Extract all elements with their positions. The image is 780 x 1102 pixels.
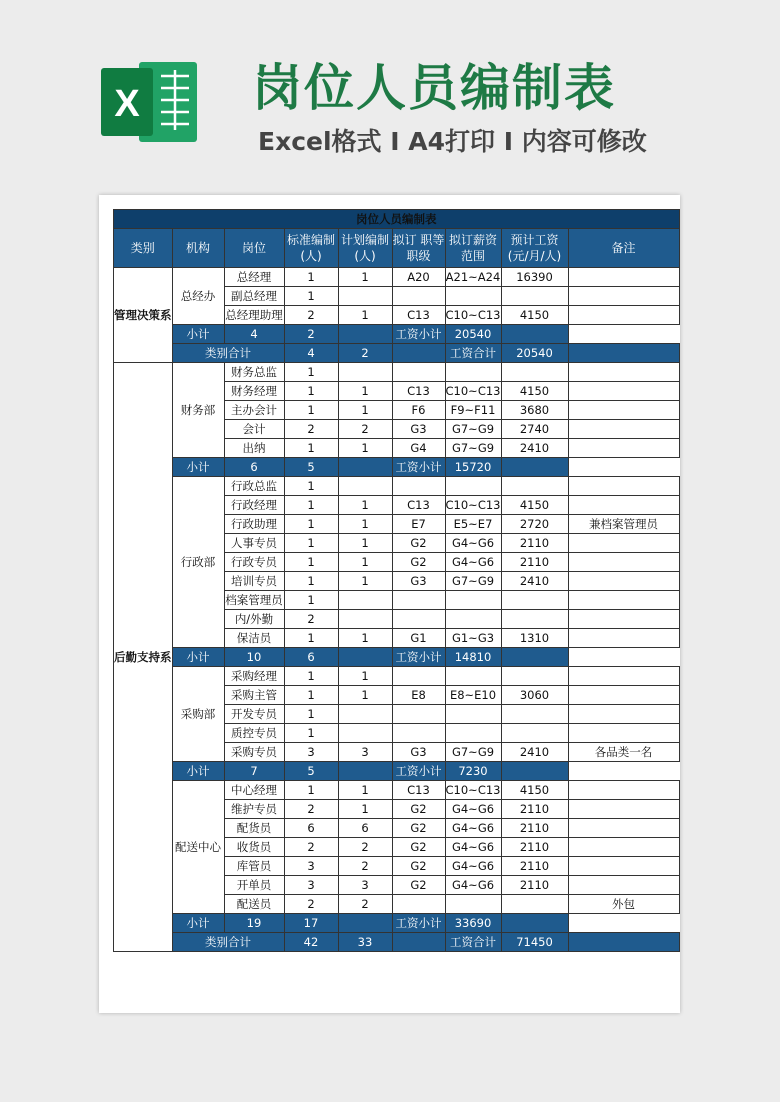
cell-std: 2 bbox=[284, 610, 338, 629]
cell-std: 2 bbox=[284, 420, 338, 439]
cell-plan: 2 bbox=[338, 895, 392, 914]
cell-plan: 1 bbox=[338, 534, 392, 553]
cell-range: G7~G9 bbox=[445, 743, 501, 762]
cell-post: 小计 bbox=[172, 762, 224, 781]
cell-plan: 33 bbox=[338, 933, 392, 952]
cell-grade: C13 bbox=[392, 781, 445, 800]
cell-range: G4~G6 bbox=[445, 800, 501, 819]
cell-grade: C13 bbox=[392, 306, 445, 325]
cell-grade: G3 bbox=[392, 743, 445, 762]
cell-post: 小计 bbox=[172, 914, 224, 933]
cell-std: 1 bbox=[284, 591, 338, 610]
cell-note bbox=[568, 933, 679, 952]
cell-range: 工资小计 bbox=[392, 458, 445, 477]
cell-grade: G2 bbox=[392, 553, 445, 572]
cell-note: 各品类一名 bbox=[568, 743, 679, 762]
cell-salary: 15720 bbox=[445, 458, 501, 477]
cell-salary bbox=[501, 705, 568, 724]
cell-std: 2 bbox=[284, 306, 338, 325]
cell-plan: 2 bbox=[338, 420, 392, 439]
cell-grade: A20 bbox=[392, 268, 445, 287]
cell-post: 行政专员 bbox=[224, 553, 284, 572]
cell-note bbox=[568, 876, 679, 895]
cell-plan: 1 bbox=[338, 306, 392, 325]
cell-post: 开发专员 bbox=[224, 705, 284, 724]
cell-range bbox=[445, 610, 501, 629]
cell-post: 库管员 bbox=[224, 857, 284, 876]
subtotal-row bbox=[114, 762, 680, 781]
cell-salary bbox=[501, 724, 568, 743]
cell-post: 会计 bbox=[224, 420, 284, 439]
cell-post: 内/外勤 bbox=[224, 610, 284, 629]
cell-plan: 1 bbox=[338, 515, 392, 534]
cell-std: 1 bbox=[284, 781, 338, 800]
cell-note bbox=[568, 838, 679, 857]
cell-salary: 2110 bbox=[501, 800, 568, 819]
cell-grade bbox=[338, 325, 392, 344]
dept-cell: 配送中心 bbox=[172, 781, 224, 914]
cell-salary: 14810 bbox=[445, 648, 501, 667]
page-title: 岗位人员编制表 bbox=[252, 59, 616, 117]
header-category: 类别 bbox=[114, 229, 173, 268]
cell-grade bbox=[392, 667, 445, 686]
dept-cell: 行政部 bbox=[172, 477, 224, 648]
cell-grade bbox=[338, 648, 392, 667]
cell-note bbox=[568, 344, 679, 363]
cell-range: 工资小计 bbox=[392, 648, 445, 667]
cell-grade bbox=[338, 458, 392, 477]
table-row bbox=[114, 363, 680, 382]
cell-range: C10~C13 bbox=[445, 781, 501, 800]
cell-note: 外包 bbox=[568, 895, 679, 914]
subtotal-row bbox=[114, 325, 680, 344]
cell-note bbox=[568, 857, 679, 876]
cell-grade bbox=[392, 705, 445, 724]
cell-salary: 16390 bbox=[501, 268, 568, 287]
subtotal-row bbox=[114, 914, 680, 933]
cell-salary: 2110 bbox=[501, 876, 568, 895]
cell-salary: 33690 bbox=[445, 914, 501, 933]
cell-std: 1 bbox=[284, 477, 338, 496]
cell-range: F9~F11 bbox=[445, 401, 501, 420]
cell-post: 培训专员 bbox=[224, 572, 284, 591]
dept-cell: 财务部 bbox=[172, 363, 224, 458]
cell-std: 1 bbox=[284, 705, 338, 724]
cell-std: 1 bbox=[284, 515, 338, 534]
cell-salary bbox=[501, 610, 568, 629]
cell-grade: E7 bbox=[392, 515, 445, 534]
cell-std: 19 bbox=[224, 914, 284, 933]
cell-range bbox=[445, 287, 501, 306]
cell-range: G7~G9 bbox=[445, 439, 501, 458]
header-note: 备注 bbox=[568, 229, 679, 268]
cell-range: E5~E7 bbox=[445, 515, 501, 534]
cell-plan: 2 bbox=[284, 325, 338, 344]
cell-note bbox=[568, 572, 679, 591]
cell-note bbox=[568, 534, 679, 553]
cell-plan: 1 bbox=[338, 629, 392, 648]
cell-post: 类别合计 bbox=[172, 344, 284, 363]
cell-plan bbox=[338, 724, 392, 743]
cell-grade: C13 bbox=[392, 382, 445, 401]
cell-salary: 4150 bbox=[501, 306, 568, 325]
cell-range bbox=[445, 477, 501, 496]
cell-grade bbox=[392, 895, 445, 914]
cell-note bbox=[568, 705, 679, 724]
cell-salary: 2720 bbox=[501, 515, 568, 534]
cell-salary: 1310 bbox=[501, 629, 568, 648]
cell-salary bbox=[501, 667, 568, 686]
cell-std: 1 bbox=[284, 667, 338, 686]
category-total-row bbox=[114, 933, 680, 952]
dept-cell: 总经办 bbox=[172, 268, 224, 325]
cell-range bbox=[445, 591, 501, 610]
cell-post: 主办会计 bbox=[224, 401, 284, 420]
cell-std: 3 bbox=[284, 857, 338, 876]
cell-range: G7~G9 bbox=[445, 420, 501, 439]
cell-plan: 1 bbox=[338, 401, 392, 420]
cell-range: G4~G6 bbox=[445, 876, 501, 895]
cell-plan: 2 bbox=[338, 838, 392, 857]
cell-post: 采购主管 bbox=[224, 686, 284, 705]
cell-grade: G2 bbox=[392, 838, 445, 857]
cell-std: 10 bbox=[224, 648, 284, 667]
cell-range: 工资小计 bbox=[392, 762, 445, 781]
cell-range bbox=[445, 363, 501, 382]
cell-plan bbox=[338, 363, 392, 382]
cell-post: 保洁员 bbox=[224, 629, 284, 648]
cell-range: G4~G6 bbox=[445, 819, 501, 838]
cell-note bbox=[568, 629, 679, 648]
cell-plan bbox=[338, 705, 392, 724]
cell-post: 中心经理 bbox=[224, 781, 284, 800]
cell-salary bbox=[501, 895, 568, 914]
cell-salary bbox=[501, 287, 568, 306]
cell-note bbox=[568, 781, 679, 800]
cell-std: 1 bbox=[284, 268, 338, 287]
table-row bbox=[114, 781, 680, 800]
cell-salary: 71450 bbox=[501, 933, 568, 952]
cell-note bbox=[568, 800, 679, 819]
cell-salary: 2410 bbox=[501, 743, 568, 762]
cell-post: 档案管理员 bbox=[224, 591, 284, 610]
cell-range: C10~C13 bbox=[445, 382, 501, 401]
cell-post: 行政经理 bbox=[224, 496, 284, 515]
cell-plan: 1 bbox=[338, 781, 392, 800]
cell-salary: 2110 bbox=[501, 857, 568, 876]
cell-salary bbox=[501, 363, 568, 382]
table-title: 岗位人员编制表 bbox=[114, 210, 680, 229]
cell-std: 3 bbox=[284, 743, 338, 762]
cell-salary: 4150 bbox=[501, 496, 568, 515]
cell-note bbox=[501, 458, 568, 477]
cell-plan: 1 bbox=[338, 686, 392, 705]
cell-note bbox=[568, 287, 679, 306]
cell-std: 1 bbox=[284, 382, 338, 401]
cell-post: 维护专员 bbox=[224, 800, 284, 819]
cell-plan: 1 bbox=[338, 800, 392, 819]
cell-range: G4~G6 bbox=[445, 838, 501, 857]
cell-plan: 17 bbox=[284, 914, 338, 933]
cell-std: 2 bbox=[284, 895, 338, 914]
cell-post: 配送员 bbox=[224, 895, 284, 914]
cell-salary: 4150 bbox=[501, 382, 568, 401]
cell-post: 小计 bbox=[172, 325, 224, 344]
header-grade: 拟订 职等职级 bbox=[392, 229, 445, 268]
cell-grade bbox=[392, 363, 445, 382]
category-cell: 后勤支持系 bbox=[114, 363, 173, 952]
cell-post: 小计 bbox=[172, 458, 224, 477]
cell-plan: 6 bbox=[284, 648, 338, 667]
cell-plan bbox=[338, 610, 392, 629]
cell-range bbox=[445, 724, 501, 743]
cell-note bbox=[568, 306, 679, 325]
cell-grade bbox=[392, 610, 445, 629]
cell-range: 工资小计 bbox=[392, 325, 445, 344]
cell-post: 财务总监 bbox=[224, 363, 284, 382]
table-row bbox=[114, 268, 680, 287]
cell-salary: 2740 bbox=[501, 420, 568, 439]
cell-note bbox=[568, 667, 679, 686]
cell-salary: 2110 bbox=[501, 534, 568, 553]
cell-post: 开单员 bbox=[224, 876, 284, 895]
cell-note bbox=[501, 648, 568, 667]
cell-grade bbox=[338, 914, 392, 933]
cell-range: 工资小计 bbox=[392, 914, 445, 933]
cell-std: 4 bbox=[284, 344, 338, 363]
cell-plan: 1 bbox=[338, 667, 392, 686]
cell-note bbox=[568, 610, 679, 629]
cell-grade bbox=[392, 477, 445, 496]
cell-grade bbox=[392, 933, 445, 952]
cell-range bbox=[445, 895, 501, 914]
cell-grade: G3 bbox=[392, 572, 445, 591]
page-subtitle: Excel格式 I A4打印 I 内容可修改 bbox=[258, 127, 647, 156]
header-dept: 机构 bbox=[172, 229, 224, 268]
excel-logo-letter: X bbox=[114, 83, 140, 125]
cell-plan: 3 bbox=[338, 743, 392, 762]
cell-std: 1 bbox=[284, 686, 338, 705]
cell-post: 行政助理 bbox=[224, 515, 284, 534]
category-cell: 管理决策系 bbox=[114, 268, 173, 363]
cell-grade: E8 bbox=[392, 686, 445, 705]
cell-note bbox=[568, 686, 679, 705]
brand-header bbox=[0, 0, 780, 200]
cell-note bbox=[568, 591, 679, 610]
cell-std: 1 bbox=[284, 572, 338, 591]
cell-std: 6 bbox=[284, 819, 338, 838]
cell-note: 兼档案管理员 bbox=[568, 515, 679, 534]
cell-salary: 2110 bbox=[501, 819, 568, 838]
cell-note bbox=[568, 420, 679, 439]
cell-std: 3 bbox=[284, 876, 338, 895]
cell-salary: 3060 bbox=[501, 686, 568, 705]
cell-range: A21~A24 bbox=[445, 268, 501, 287]
cell-note bbox=[568, 401, 679, 420]
cell-grade: G2 bbox=[392, 534, 445, 553]
cell-std: 42 bbox=[284, 933, 338, 952]
cell-salary: 20540 bbox=[501, 344, 568, 363]
excel-icon bbox=[99, 58, 199, 146]
header-range: 拟订薪资范围 bbox=[445, 229, 501, 268]
cell-salary: 3680 bbox=[501, 401, 568, 420]
cell-plan: 2 bbox=[338, 857, 392, 876]
subtotal-row bbox=[114, 648, 680, 667]
cell-range: C10~C13 bbox=[445, 306, 501, 325]
cell-salary bbox=[501, 477, 568, 496]
cell-std: 2 bbox=[284, 838, 338, 857]
cell-plan: 5 bbox=[284, 762, 338, 781]
cell-std: 1 bbox=[284, 439, 338, 458]
cell-range bbox=[445, 705, 501, 724]
cell-post: 小计 bbox=[172, 648, 224, 667]
cell-post: 配货员 bbox=[224, 819, 284, 838]
cell-note bbox=[501, 325, 568, 344]
cell-note bbox=[568, 268, 679, 287]
cell-grade: G1 bbox=[392, 629, 445, 648]
cell-std: 1 bbox=[284, 287, 338, 306]
header-plan: 计划编制(人) bbox=[338, 229, 392, 268]
cell-std: 6 bbox=[224, 458, 284, 477]
cell-std: 4 bbox=[224, 325, 284, 344]
cell-plan: 1 bbox=[338, 572, 392, 591]
cell-plan: 1 bbox=[338, 382, 392, 401]
header-row bbox=[114, 229, 680, 268]
cell-salary: 2110 bbox=[501, 838, 568, 857]
cell-grade: G4 bbox=[392, 439, 445, 458]
dept-cell: 采购部 bbox=[172, 667, 224, 762]
cell-salary: 2110 bbox=[501, 553, 568, 572]
cell-std: 1 bbox=[284, 401, 338, 420]
cell-plan: 5 bbox=[284, 458, 338, 477]
header-post: 岗位 bbox=[224, 229, 284, 268]
cell-post: 质控专员 bbox=[224, 724, 284, 743]
cell-post: 收货员 bbox=[224, 838, 284, 857]
table-row bbox=[114, 477, 680, 496]
cell-grade bbox=[392, 724, 445, 743]
cell-grade: G3 bbox=[392, 420, 445, 439]
cell-grade bbox=[338, 762, 392, 781]
cell-grade: G2 bbox=[392, 819, 445, 838]
cell-post: 总经理助理 bbox=[224, 306, 284, 325]
cell-range: G1~G3 bbox=[445, 629, 501, 648]
cell-post: 副总经理 bbox=[224, 287, 284, 306]
cell-note bbox=[568, 724, 679, 743]
cell-salary: 2410 bbox=[501, 439, 568, 458]
cell-std: 2 bbox=[284, 800, 338, 819]
staffing-table bbox=[113, 209, 680, 952]
cell-post: 类别合计 bbox=[172, 933, 284, 952]
cell-post: 采购经理 bbox=[224, 667, 284, 686]
cell-grade bbox=[392, 287, 445, 306]
category-total-row bbox=[114, 344, 680, 363]
cell-std: 1 bbox=[284, 496, 338, 515]
cell-note bbox=[568, 439, 679, 458]
cell-salary: 2410 bbox=[501, 572, 568, 591]
cell-plan bbox=[338, 477, 392, 496]
cell-grade: F6 bbox=[392, 401, 445, 420]
cell-range: G7~G9 bbox=[445, 572, 501, 591]
cell-grade bbox=[392, 344, 445, 363]
cell-plan: 1 bbox=[338, 439, 392, 458]
cell-range: G4~G6 bbox=[445, 857, 501, 876]
cell-salary: 20540 bbox=[445, 325, 501, 344]
cell-grade bbox=[392, 591, 445, 610]
cell-std: 1 bbox=[284, 553, 338, 572]
cell-post: 人事专员 bbox=[224, 534, 284, 553]
cell-grade: C13 bbox=[392, 496, 445, 515]
cell-salary: 4150 bbox=[501, 781, 568, 800]
cell-std: 1 bbox=[284, 534, 338, 553]
cell-plan bbox=[338, 287, 392, 306]
cell-range: C10~C13 bbox=[445, 496, 501, 515]
cell-plan: 1 bbox=[338, 496, 392, 515]
cell-std: 7 bbox=[224, 762, 284, 781]
cell-note bbox=[568, 819, 679, 838]
cell-salary bbox=[501, 591, 568, 610]
cell-std: 1 bbox=[284, 629, 338, 648]
cell-range bbox=[445, 667, 501, 686]
cell-plan bbox=[338, 591, 392, 610]
subtotal-row bbox=[114, 458, 680, 477]
cell-plan: 3 bbox=[338, 876, 392, 895]
cell-post: 行政总监 bbox=[224, 477, 284, 496]
table-row bbox=[114, 667, 680, 686]
cell-plan: 1 bbox=[338, 268, 392, 287]
cell-note bbox=[568, 363, 679, 382]
cell-note bbox=[568, 553, 679, 572]
cell-plan: 2 bbox=[338, 344, 392, 363]
cell-note bbox=[501, 762, 568, 781]
cell-range: 工资合计 bbox=[445, 933, 501, 952]
cell-note bbox=[568, 477, 679, 496]
cell-post: 采购专员 bbox=[224, 743, 284, 762]
cell-grade: G2 bbox=[392, 876, 445, 895]
cell-plan: 6 bbox=[338, 819, 392, 838]
cell-post: 财务经理 bbox=[224, 382, 284, 401]
cell-grade: G2 bbox=[392, 800, 445, 819]
cell-note bbox=[568, 382, 679, 401]
cell-range: G4~G6 bbox=[445, 534, 501, 553]
header-salary: 预计工资(元/月/人) bbox=[501, 229, 568, 268]
cell-note bbox=[568, 496, 679, 515]
cell-note bbox=[501, 914, 568, 933]
cell-range: E8~E10 bbox=[445, 686, 501, 705]
cell-plan: 1 bbox=[338, 553, 392, 572]
cell-salary: 7230 bbox=[445, 762, 501, 781]
cell-std: 1 bbox=[284, 363, 338, 382]
cell-grade: G2 bbox=[392, 857, 445, 876]
cell-range: 工资合计 bbox=[445, 344, 501, 363]
header-std: 标准编制(人) bbox=[284, 229, 338, 268]
cell-std: 1 bbox=[284, 724, 338, 743]
cell-post: 总经理 bbox=[224, 268, 284, 287]
cell-range: G4~G6 bbox=[445, 553, 501, 572]
cell-post: 出纳 bbox=[224, 439, 284, 458]
